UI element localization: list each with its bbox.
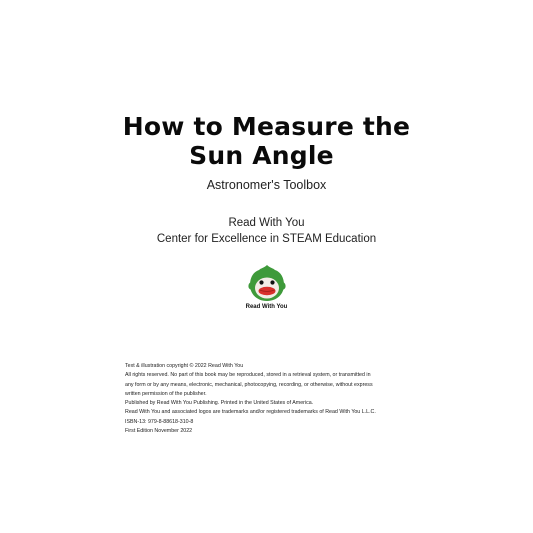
book-title-line-2: Sun Angle bbox=[189, 141, 334, 170]
legal-line: written permission of the publisher. bbox=[125, 390, 207, 397]
legal-line: Text & illustration copyright © 2022 Read With You bbox=[125, 363, 244, 369]
read-with-you-mascot-icon bbox=[246, 262, 288, 304]
book-title-line-1: How to Measure the bbox=[122, 112, 411, 141]
legal-line: Read With You and associated logos are trademarks and/or registered trademarks of Read With You L.L.C. bbox=[125, 409, 376, 416]
legal-line: Published by Read With You Publishing. Printed in the United States of America. bbox=[125, 400, 314, 407]
copyright-notice bbox=[125, 362, 425, 436]
legal-line: All rights reserved. No part of this book may be reproduced, stored in a retrieval system, or transmitted in bbox=[125, 372, 371, 379]
publisher-name: Read With You bbox=[228, 217, 305, 229]
mascot-left-eye bbox=[259, 280, 263, 284]
legal-line: any form or by any means, electronic, mechanical, photocopying, recording, or otherwise, without express bbox=[125, 381, 373, 388]
legal-line: ISBN-13: 979-8-88618-310-8 bbox=[125, 418, 194, 425]
mascot-right-eye bbox=[270, 280, 274, 284]
series-subtitle: Astronomer's Toolbox bbox=[206, 178, 327, 192]
legal-line: First Edition November 2022 bbox=[125, 428, 193, 435]
logo-caption: Read With You bbox=[245, 304, 288, 310]
mascot-mouth bbox=[259, 287, 276, 295]
publisher-organization: Center for Excellence in STEAM Education bbox=[156, 233, 377, 245]
